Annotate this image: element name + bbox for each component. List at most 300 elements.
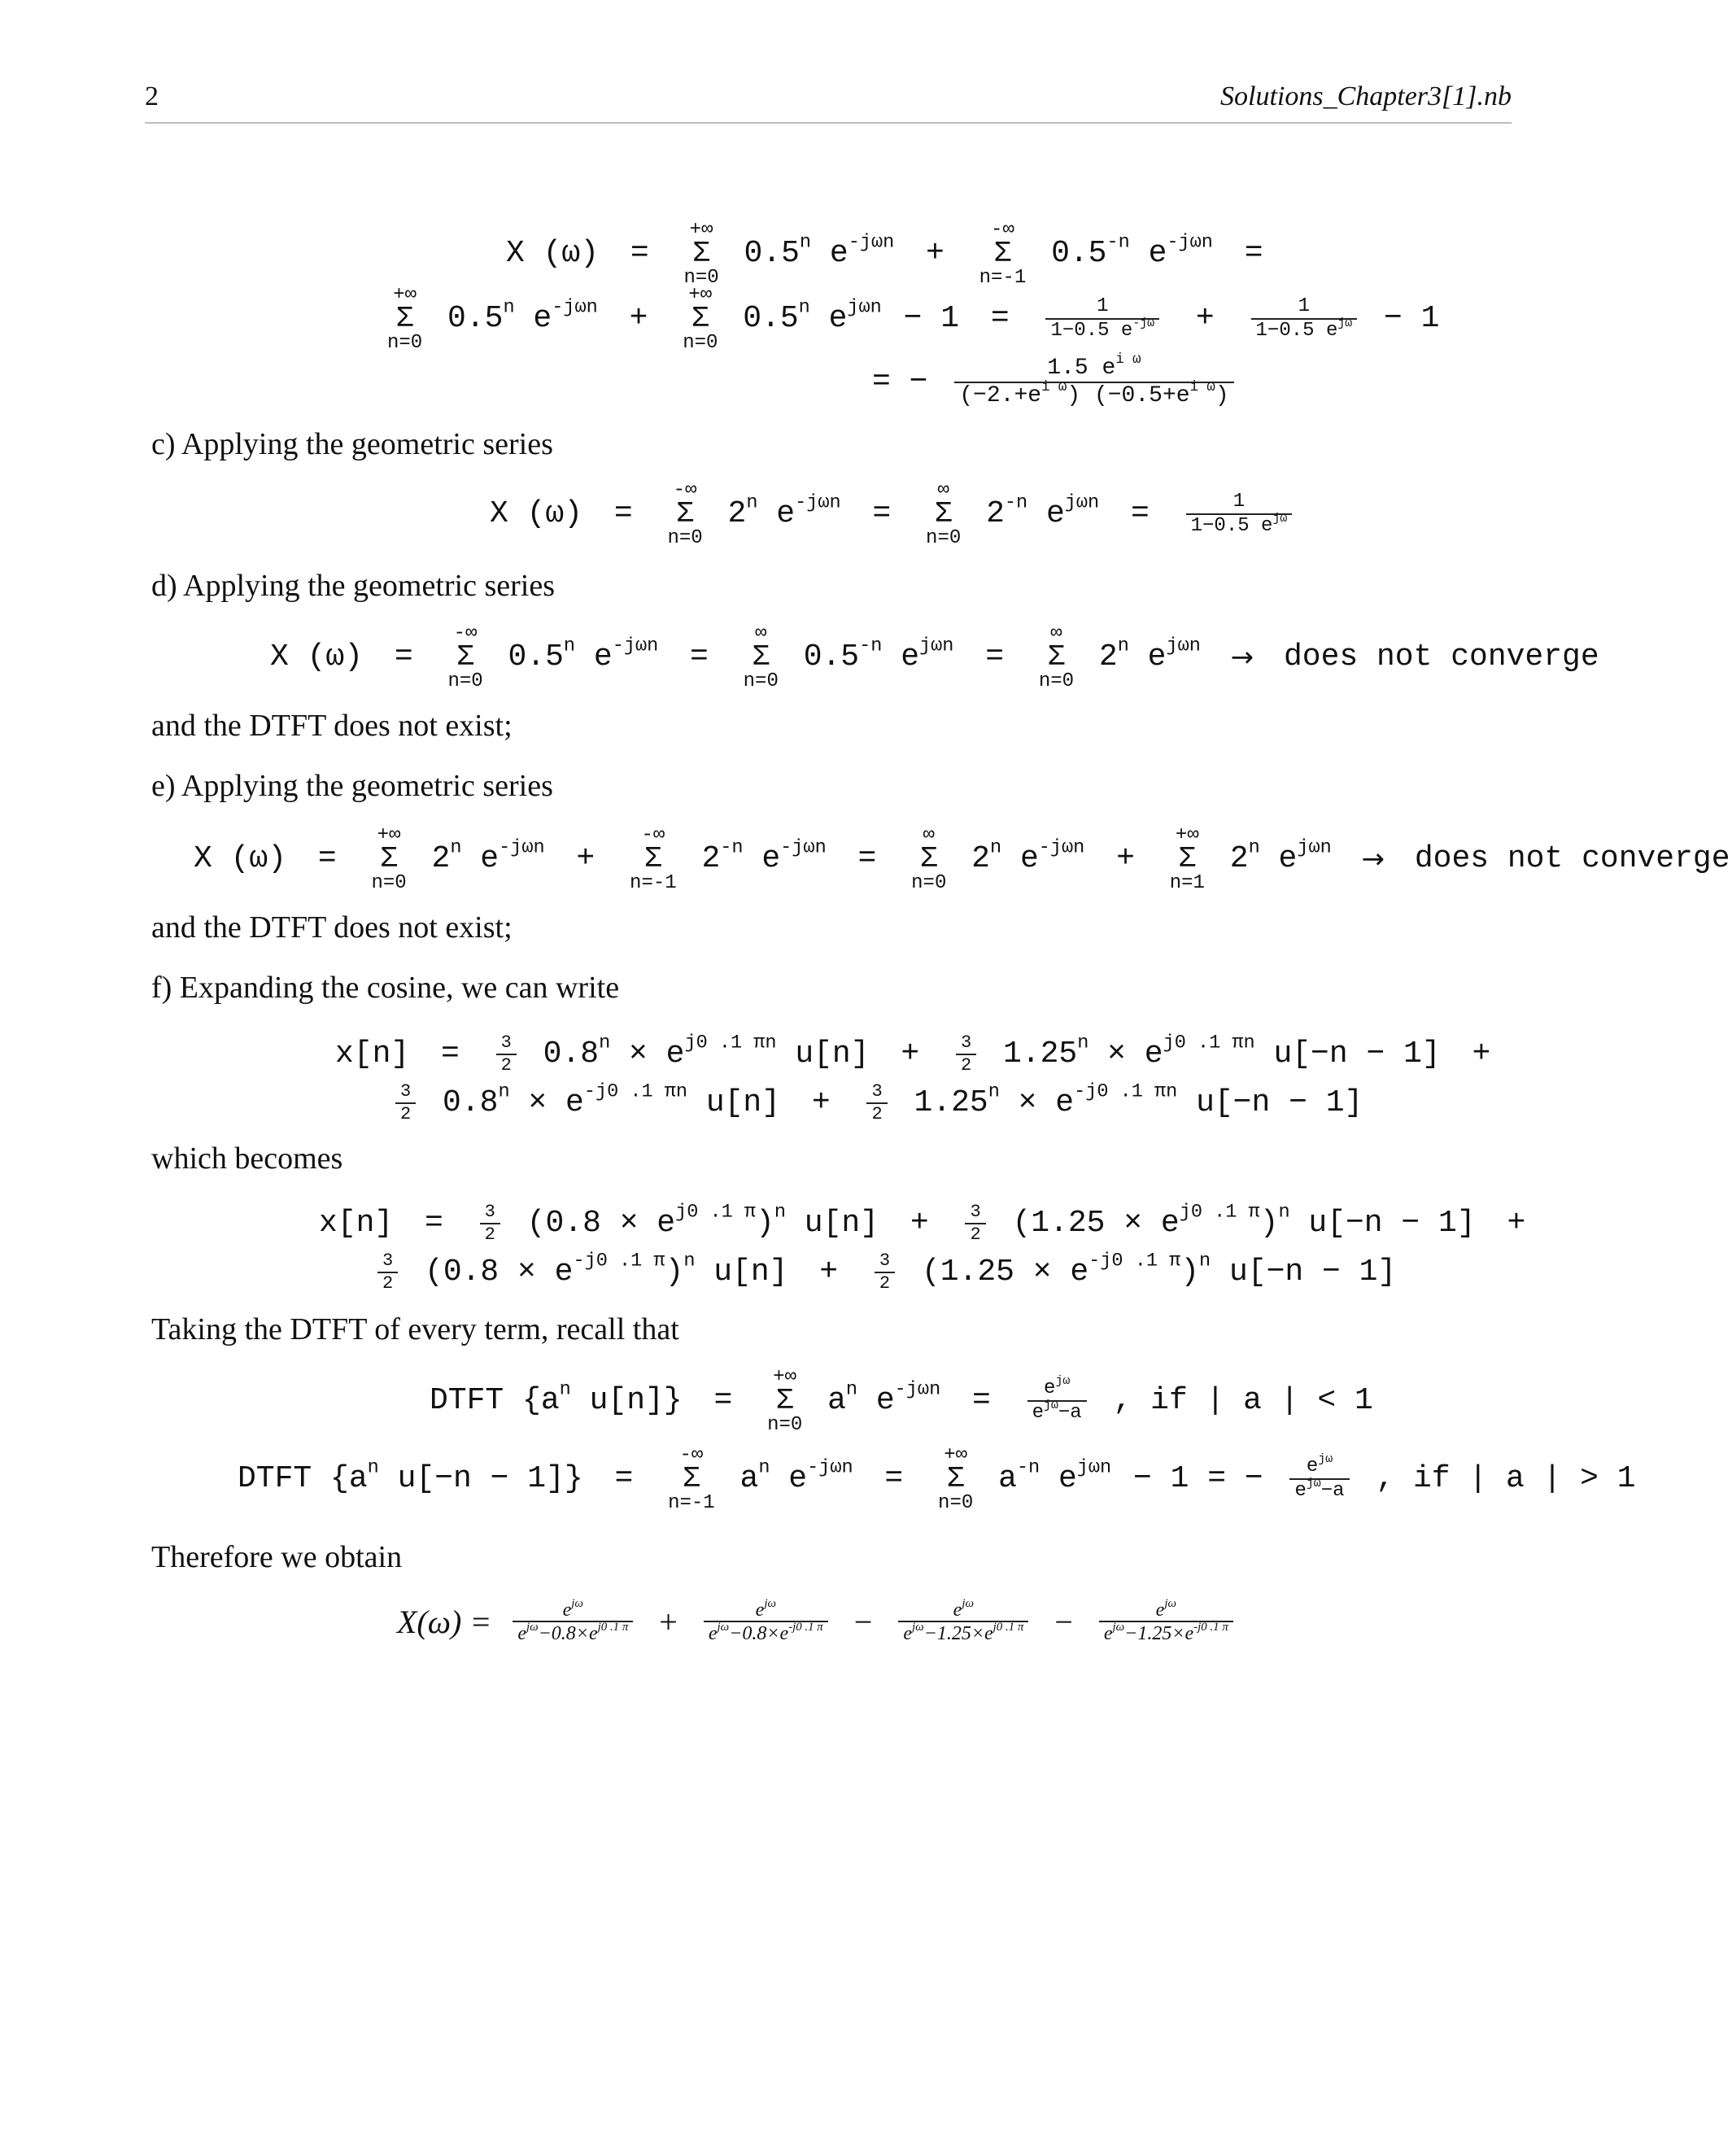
base: (0.8 × e [526, 1206, 676, 1241]
base: 0.5 [803, 639, 860, 675]
section-d-conclusion: and the DTFT does not exist; [151, 709, 513, 743]
exponent: n [1117, 635, 1129, 657]
summation [767, 1367, 802, 1436]
exponent: -jωn [1038, 836, 1085, 859]
base: 2 [986, 496, 1005, 532]
base: 0.5 [743, 301, 799, 337]
times-e: × e [1018, 1085, 1075, 1120]
summation [667, 480, 702, 549]
equals-sign: = [1244, 236, 1263, 272]
den-text: −a [1320, 1479, 1345, 1502]
dtft-lhs [428, 1368, 684, 1434]
fraction [1289, 1453, 1349, 1502]
denominator [704, 1621, 828, 1644]
paren: ) [1180, 1255, 1200, 1290]
page-number: 2 [145, 81, 159, 111]
exponent: -n [1016, 1456, 1041, 1479]
exponent: -j0 .1 π [1088, 1250, 1181, 1272]
upper-limit: ∞ [923, 824, 935, 846]
exponent: -j0 .1 π [788, 1621, 823, 1634]
den-text: ) (−0.5+e [1067, 382, 1190, 408]
lower-limit: n=1 [1169, 872, 1205, 895]
numerator [1039, 1375, 1075, 1400]
sigma-symbol: Σ [683, 1462, 700, 1496]
num-text: 1.5 [1047, 355, 1102, 381]
exponent: jω [1055, 1375, 1071, 1389]
base: a [739, 1461, 759, 1497]
summation [387, 285, 422, 354]
exponent: jω [1112, 1621, 1125, 1634]
e: e [1019, 841, 1039, 877]
fraction [898, 1596, 1028, 1645]
condition: , if | a | < 1 [1113, 1383, 1373, 1419]
equals-sign: = [630, 236, 649, 272]
exponent: j0 .1 π [675, 1201, 757, 1224]
arrow-icon: → [1230, 641, 1254, 674]
summation [1170, 825, 1205, 894]
e: e [593, 639, 613, 675]
exponent: n [559, 1378, 571, 1401]
denominator [1099, 1621, 1233, 1644]
e: e [828, 301, 848, 337]
exponent: n [503, 296, 515, 319]
sigma-symbol: Σ [919, 842, 938, 876]
term [726, 482, 843, 547]
den-text: 1−0.5 e [1255, 319, 1338, 342]
step: u[−n − 1] [1228, 1255, 1397, 1290]
equals-sign: = [985, 639, 1005, 675]
fraction [1099, 1596, 1233, 1645]
exponent: n [1077, 1032, 1089, 1054]
lower-limit: n=0 [683, 267, 719, 290]
plus-sign: + [901, 1037, 920, 1071]
lower-limit: n=-1 [630, 872, 677, 895]
paren: ) [665, 1255, 684, 1290]
exponent: -n [720, 836, 744, 859]
term [912, 1071, 1364, 1136]
fraction [875, 1251, 895, 1293]
equation-c [488, 479, 1298, 550]
exponent: i ω [1041, 379, 1067, 395]
denominator: 2 [395, 1102, 416, 1124]
upper-limit: +∞ [377, 824, 401, 846]
exponent: jω [1272, 512, 1288, 526]
base: 2 [701, 841, 721, 877]
summation [926, 480, 961, 549]
plus-sign: + [1507, 1206, 1526, 1241]
fraction [513, 1596, 633, 1645]
term [920, 1240, 1398, 1305]
term [430, 827, 547, 892]
exponent: n [746, 491, 758, 514]
denominator [1251, 318, 1358, 342]
step: u[n] [795, 1037, 870, 1071]
exponent: n [989, 836, 1002, 859]
exponent: n [599, 1032, 611, 1054]
minus-sign: − [853, 1603, 873, 1640]
minus-one: − 1 [1384, 301, 1440, 337]
sigma-symbol: Σ [1047, 640, 1066, 674]
upper-limit: +∞ [393, 284, 417, 306]
equals-negative: = − [872, 364, 928, 399]
upper-limit: -∞ [679, 1444, 704, 1466]
e: e [1147, 639, 1167, 675]
exponent: jωn [1166, 635, 1201, 657]
upper-limit: -∞ [673, 479, 697, 501]
dtft-text: DTFT {a [238, 1461, 368, 1497]
e: e [875, 1383, 895, 1419]
section-f-heading: f) Expanding the cosine, we can write [151, 971, 620, 1005]
denominator: 2 [875, 1272, 895, 1294]
e: e [901, 639, 919, 675]
den-text: −a [1058, 1401, 1082, 1424]
e: e [1032, 1401, 1045, 1424]
header-divider [145, 122, 1512, 124]
plus-sign: + [819, 1255, 839, 1290]
summation [911, 825, 946, 894]
fraction [480, 1202, 500, 1244]
denominator: 2 [480, 1223, 500, 1245]
numerator [1042, 351, 1145, 382]
equation-final [395, 1586, 1240, 1652]
fraction [395, 1082, 416, 1124]
fraction [954, 351, 1233, 409]
condition: , if | a | > 1 [1376, 1461, 1636, 1497]
exponent: n [798, 296, 810, 319]
section-e-conclusion: and the DTFT does not exist; [151, 910, 513, 945]
lower-limit: n=0 [1038, 670, 1075, 693]
upper-limit: +∞ [944, 1444, 968, 1466]
exponent: n [1199, 1250, 1211, 1272]
e: e [480, 841, 500, 877]
exponent: jωn [1064, 491, 1100, 514]
base: (1.25 × e [921, 1255, 1089, 1290]
dtft-text: u[n]} [589, 1383, 683, 1419]
base: 1.25 [1003, 1037, 1078, 1071]
equation-b-line1 [504, 219, 1275, 290]
plus-sign: + [811, 1085, 831, 1120]
exponent: -jωn [894, 1378, 941, 1401]
term [446, 286, 600, 351]
exponent: jω [571, 1596, 583, 1610]
summation [979, 220, 1027, 289]
taking-dtft-text: Taking the DTFT of every term, recall that [151, 1312, 679, 1346]
e: e [1045, 496, 1065, 532]
does-not-converge: does not converge [1283, 639, 1599, 675]
exponent: jωn [1297, 836, 1332, 859]
exponent: j0 .1 πn [1163, 1032, 1255, 1054]
section-d-heading: d) Applying the geometric series [151, 569, 555, 603]
numerator: 1 [1097, 295, 1109, 318]
sigma-symbol: Σ [1178, 842, 1197, 876]
e: e [903, 1623, 912, 1645]
e: e [1058, 1461, 1077, 1497]
section-e-heading: e) Applying the geometric series [151, 769, 553, 803]
equals-sign: = [394, 639, 413, 675]
denominator [898, 1621, 1028, 1644]
upper-limit: ∞ [937, 479, 949, 501]
step: u[n] [804, 1206, 879, 1241]
section-c-heading: c) Applying the geometric series [151, 427, 553, 461]
denominator [954, 379, 1233, 409]
sigma-symbol: Σ [934, 497, 953, 531]
exponent: jωn [919, 635, 954, 657]
base: 1.25 [914, 1085, 988, 1120]
e: e [1278, 841, 1298, 877]
exponent: -j0 .1 π [1193, 1621, 1228, 1634]
denominator: 2 [866, 1102, 887, 1124]
summation [683, 220, 718, 289]
lower-limit: n=0 [447, 670, 483, 693]
term [741, 286, 883, 351]
numerator [1302, 1453, 1337, 1478]
exponent: jω [1318, 1453, 1333, 1467]
lower-limit: n=-1 [979, 267, 1027, 290]
x-omega-lhs: X (ω) [490, 496, 583, 532]
exponent: jω [1306, 1477, 1321, 1490]
e: e [761, 841, 781, 877]
exponent: jω [1164, 1596, 1176, 1610]
e: e [953, 1599, 962, 1621]
denominator [1027, 1400, 1087, 1424]
e: e [1148, 236, 1167, 272]
equation-f-line4 [371, 1240, 1398, 1305]
exponent: n [988, 1080, 1000, 1103]
x-n-lhs: x[n] [319, 1206, 394, 1241]
base: 0.5 [1051, 236, 1107, 272]
equals-sign: = [690, 639, 709, 675]
exponent: j0 .1 π [993, 1621, 1024, 1634]
lower-limit: n=0 [743, 670, 779, 693]
numerator: 3 [382, 1250, 394, 1272]
e: e [788, 1461, 808, 1497]
exponent: -jωn [612, 635, 659, 657]
numerator: 3 [500, 1032, 512, 1054]
exponent: jω [962, 1596, 974, 1610]
e: e [776, 496, 796, 532]
numerator: 3 [484, 1202, 495, 1223]
term [441, 1071, 782, 1136]
e: e [755, 1599, 765, 1621]
denominator [1045, 318, 1159, 342]
sigma-symbol: Σ [691, 302, 709, 336]
den-text: 1−0.5 e [1050, 319, 1133, 342]
sigma-symbol: Σ [676, 497, 694, 531]
dtft-text: u[−n − 1]} [397, 1461, 583, 1497]
minus-sign: − [1054, 1603, 1073, 1640]
exponent: n [774, 1201, 786, 1224]
term [1228, 827, 1333, 892]
equation-d [268, 622, 1601, 693]
e: e [1102, 355, 1116, 381]
base: 2 [1098, 639, 1118, 675]
lower-limit: n=0 [387, 332, 423, 355]
e: e [1103, 1623, 1113, 1645]
upper-limit: ∞ [755, 622, 767, 644]
fraction [1045, 296, 1159, 342]
plus-sign: + [926, 236, 945, 272]
exponent: n [367, 1456, 379, 1479]
den-text: (−2.+e [959, 382, 1042, 408]
sigma-symbol: Σ [993, 237, 1012, 271]
exponent: -j0 .1 π [573, 1250, 665, 1272]
sigma-symbol: Σ [395, 302, 414, 336]
plus-sign: + [1116, 841, 1135, 877]
upper-limit: -∞ [641, 824, 665, 846]
equals-sign: = [614, 1461, 634, 1497]
fraction [704, 1596, 828, 1645]
plus-sign: + [576, 841, 596, 877]
term [700, 827, 827, 892]
numerator [558, 1596, 588, 1621]
sigma-symbol: Σ [380, 842, 398, 876]
e: e [562, 1599, 572, 1621]
base: 0.5 [447, 301, 504, 337]
term [826, 1368, 942, 1434]
times-e: × e [629, 1037, 685, 1071]
equation-dtft-causal [428, 1366, 1375, 1437]
plus-sign: + [1195, 301, 1215, 337]
equals-sign: = [613, 496, 633, 532]
numerator [1151, 1596, 1181, 1621]
arrow-icon: → [1361, 843, 1385, 876]
exponent: j0 .1 π [597, 1621, 629, 1634]
exponent: -j0 .1 πn [583, 1080, 687, 1103]
fraction [1251, 296, 1358, 342]
fraction [866, 1082, 887, 1124]
equals-sign: = [884, 1461, 904, 1497]
final-lhs: X(ω) = [397, 1603, 492, 1640]
exponent: n [758, 1456, 770, 1479]
exponent: i ω [1189, 379, 1215, 395]
plus-sign: + [910, 1206, 929, 1241]
upper-limit: -∞ [991, 219, 1014, 241]
exponent: jω [764, 1596, 776, 1610]
den-text: ) [1215, 382, 1229, 408]
plus-sign: + [629, 301, 648, 337]
base: 0.5 [508, 639, 564, 675]
den-text: −1.25×e [1124, 1623, 1194, 1645]
base: a [998, 1461, 1017, 1497]
equals-sign: = [425, 1206, 443, 1241]
fraction [377, 1251, 398, 1293]
numerator: 1 [1298, 295, 1311, 318]
lower-limit: n=0 [938, 1492, 974, 1515]
exponent: n [450, 836, 462, 859]
term [739, 1447, 855, 1512]
e: e [1306, 1456, 1319, 1478]
summation [371, 825, 406, 894]
lower-limit: n=-1 [668, 1492, 715, 1515]
step: u[−n − 1] [1308, 1206, 1476, 1241]
term [1049, 221, 1215, 286]
equals-sign: = [1131, 496, 1150, 532]
e: e [708, 1623, 718, 1645]
equals-sign: = [857, 841, 877, 877]
sigma-symbol: Σ [752, 640, 770, 674]
denominator: 2 [496, 1054, 517, 1076]
equation-b-line2 [382, 284, 1441, 355]
exponent: -jωn [499, 836, 545, 859]
exponent: j0 .1 π [1179, 1201, 1260, 1224]
lower-limit: n=0 [767, 1414, 803, 1437]
exponent: n [1248, 836, 1260, 859]
equals-sign: = [441, 1037, 460, 1071]
exponent: -jωn [1167, 231, 1213, 254]
lower-limit: n=0 [683, 332, 718, 355]
term [984, 482, 1101, 547]
summation [630, 825, 677, 894]
plus-sign: + [659, 1603, 678, 1640]
which-becomes-text: which becomes [151, 1141, 343, 1176]
x-omega-lhs: X (ω) [270, 639, 364, 675]
step: u[−n − 1] [1273, 1037, 1441, 1071]
exponent: jω [911, 1621, 924, 1634]
exponent: n [1278, 1201, 1290, 1224]
e: e [829, 236, 849, 272]
numerator: 3 [879, 1250, 891, 1272]
step: u[n] [713, 1255, 788, 1290]
fraction [956, 1033, 976, 1075]
exponent: -jωn [848, 231, 895, 254]
minus-one-equals-neg: − 1 = − [1133, 1461, 1263, 1497]
fraction [496, 1033, 517, 1075]
x-n-lhs: x[n] [335, 1037, 410, 1071]
equals-sign: = [872, 496, 892, 532]
paren: ) [756, 1206, 774, 1241]
equation-dtft-anticausal [236, 1444, 1638, 1515]
term [970, 827, 1086, 892]
exponent: jωn [1076, 1456, 1112, 1479]
exponent: i ω [1115, 351, 1141, 368]
summation [683, 285, 718, 354]
den-text: −1.25×e [923, 1623, 993, 1645]
does-not-converge: does not converge [1414, 841, 1730, 877]
term [507, 625, 661, 690]
times-e: × e [528, 1085, 584, 1120]
times-e: × e [1107, 1037, 1163, 1071]
sigma-symbol: Σ [692, 237, 710, 271]
paren: ) [1259, 1206, 1279, 1241]
denominator: 2 [956, 1054, 976, 1076]
exponent: -jωn [795, 491, 841, 514]
base: 2 [431, 841, 451, 877]
base: 0.8 [443, 1085, 499, 1120]
e: e [1294, 1479, 1307, 1502]
base: 0.8 [543, 1037, 600, 1071]
equation-b-line3 [870, 350, 1241, 415]
e: e [533, 301, 552, 337]
denominator: 2 [965, 1223, 985, 1245]
denominator: 2 [377, 1272, 398, 1294]
equals-sign: = [972, 1383, 991, 1419]
summation [668, 1445, 715, 1514]
exponent: jω [526, 1621, 539, 1634]
document-title: Solutions_Chapter3[1].nb [1220, 81, 1512, 111]
lower-limit: n=0 [667, 527, 703, 550]
summation [447, 623, 482, 692]
exponent: n [683, 1250, 696, 1272]
numerator [751, 1596, 781, 1621]
dtft-text: DTFT {a [430, 1383, 560, 1419]
den-text: 1−0.5 e [1190, 514, 1273, 537]
x-omega-lhs: X (ω) [194, 841, 287, 877]
dtft-lhs [236, 1447, 585, 1512]
numerator: 3 [400, 1081, 412, 1102]
exponent: -jωn [780, 836, 827, 859]
therefore-text: Therefore we obtain [151, 1540, 403, 1574]
sigma-symbol: Σ [456, 640, 474, 674]
